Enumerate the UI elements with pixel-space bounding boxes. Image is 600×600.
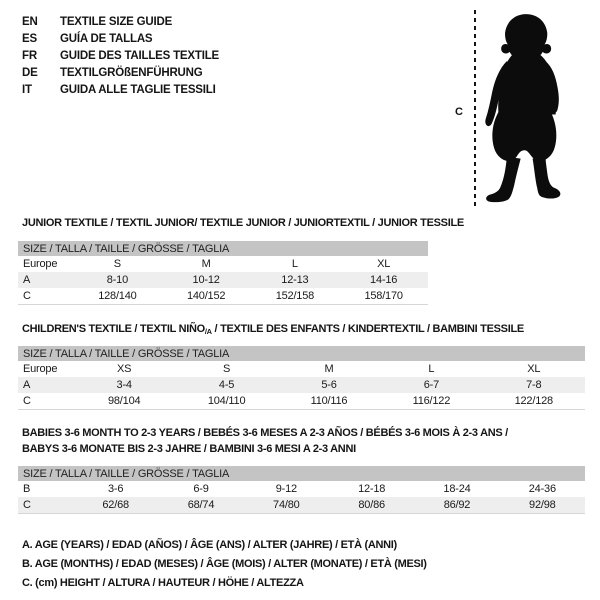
footnotes [22,536,427,593]
section-title-junior: JUNIOR TEXTILE / TEXTIL JUNIOR/ TEXTILE JUNIOR / JUNIORTEXTIL / JUNIOR TESSILE [22,217,464,229]
cell: 140/152 [162,288,251,305]
junior-size-table [18,241,428,305]
row-label: Europe [23,258,58,270]
cell: 128/140 [73,288,162,305]
cell: 24-36 [528,483,556,495]
babies-size-table [18,466,585,514]
cell: 110/116 [278,393,380,410]
cell: XL [377,258,391,270]
title-part: / TEXTILE DES ENFANTS / KINDERTEXTIL / BAMBINI TESSILE [211,323,524,335]
baby-silhouette-icon [482,8,574,208]
row-label: C [18,288,73,305]
row-label: C [18,497,73,514]
row-label: A [18,272,73,288]
title-line-1: BABIES 3-6 MONTH TO 2-3 YEARS / BEBÉS 3-6 MESES A 2-3 AÑOS / BÉBÉS 3-6 MOIS À 2-3 ANS / [22,427,508,439]
cell: 9-12 [275,483,297,495]
lang-code: DE [22,67,38,79]
size-header-text: SIZE / TALLA / TAILLE / GRÖSSE / TAGLIA [18,346,585,361]
lang-title: TEXTILE SIZE GUIDE [60,16,173,28]
cell: M [201,258,211,270]
table-row-height [18,497,585,514]
lang-code: FR [22,50,37,62]
size-header-bar [18,466,585,481]
title-line-2: BABYS 3-6 MONATE BIS 2-3 JAHRE / BAMBINI 3-6 MESI A 2-3 ANNI [22,443,356,455]
lang-code: EN [22,16,38,28]
lang-row-fr [22,48,219,65]
cell: 6-7 [380,377,482,393]
cell: 158/170 [339,288,428,305]
cell: 74/80 [244,497,329,514]
title-part: CHILDREN'S TEXTILE / TEXTIL NIÑO [22,323,205,335]
cell: 92/98 [500,497,585,514]
cell: S [113,258,121,270]
cell: 104/110 [175,393,277,410]
table-row-height [18,393,585,410]
row-label: A [18,377,73,393]
height-measure-label: C [455,106,463,118]
cell: 62/68 [73,497,158,514]
cell: 6-9 [193,483,209,495]
cell: 5-6 [278,377,380,393]
lang-row-de [22,65,219,82]
table-row-europe [18,361,585,377]
cell: 14-16 [339,272,428,288]
cell: 98/104 [73,393,175,410]
cell: 116/122 [380,393,482,410]
cell: 4-5 [175,377,277,393]
children-size-table [18,346,585,410]
size-header-bar [18,346,585,361]
row-label: B [23,483,31,495]
lang-title: GUIDA ALLE TAGLIE TESSILI [60,84,216,96]
footnote-b: B. AGE (MONTHS) / EDAD (MESES) / ÂGE (MOIS) / ALTER (MONATE) / ETÀ (MESI) [22,558,427,570]
cell: 8-10 [73,272,162,288]
lang-row-it [22,82,219,99]
cell: 18-24 [443,483,471,495]
lang-title: GUÍA DE TALLAS [60,33,153,45]
lang-title: TEXTILGRÖßENFÜHRUNG [60,67,203,79]
cell: 122/128 [483,393,585,410]
section-title-children [22,323,524,336]
cell: 86/92 [414,497,499,514]
lang-code: ES [22,33,37,45]
size-header-bar [18,241,428,256]
cell: L [428,363,435,375]
size-header-text: SIZE / TALLA / TAILLE / GRÖSSE / TAGLIA [18,241,428,256]
cell: L [291,258,298,270]
footnote-a: A. AGE (YEARS) / EDAD (AÑOS) / ÂGE (ANS) / ALTER (JAHRE) / ETÀ (ANNI) [22,539,397,551]
footnote-c: C. (cm) HEIGHT / ALTURA / HAUTEUR / HÖHE / ALTEZZA [22,577,304,589]
table-row-height [18,288,428,305]
cell: 7-8 [483,377,585,393]
cell: S [223,363,231,375]
table-row-europe [18,256,428,272]
cell: 12-13 [251,272,340,288]
section-title-babies [22,425,582,457]
row-label: C [18,393,73,410]
cell: 80/86 [329,497,414,514]
cell: 68/74 [158,497,243,514]
cell: XS [117,363,132,375]
language-header [22,14,219,99]
lang-title: GUIDE DES TAILLES TEXTILE [60,50,219,62]
size-header-text: SIZE / TALLA / TAILLE / GRÖSSE / TAGLIA [18,466,585,481]
cell: 12-18 [358,483,386,495]
table-row-months [18,481,585,497]
row-label: Europe [23,363,58,375]
title-subscript: /A [204,327,212,336]
lang-row-es [22,31,219,48]
table-row-age [18,377,585,393]
table-row-age [18,272,428,288]
cell: 10-12 [162,272,251,288]
lang-code: IT [22,84,32,96]
height-measure-line [474,10,476,208]
cell: XL [527,363,541,375]
cell: M [324,363,334,375]
cell: 3-6 [108,483,124,495]
cell: 3-4 [73,377,175,393]
lang-row-en [22,14,219,31]
cell: 152/158 [251,288,340,305]
